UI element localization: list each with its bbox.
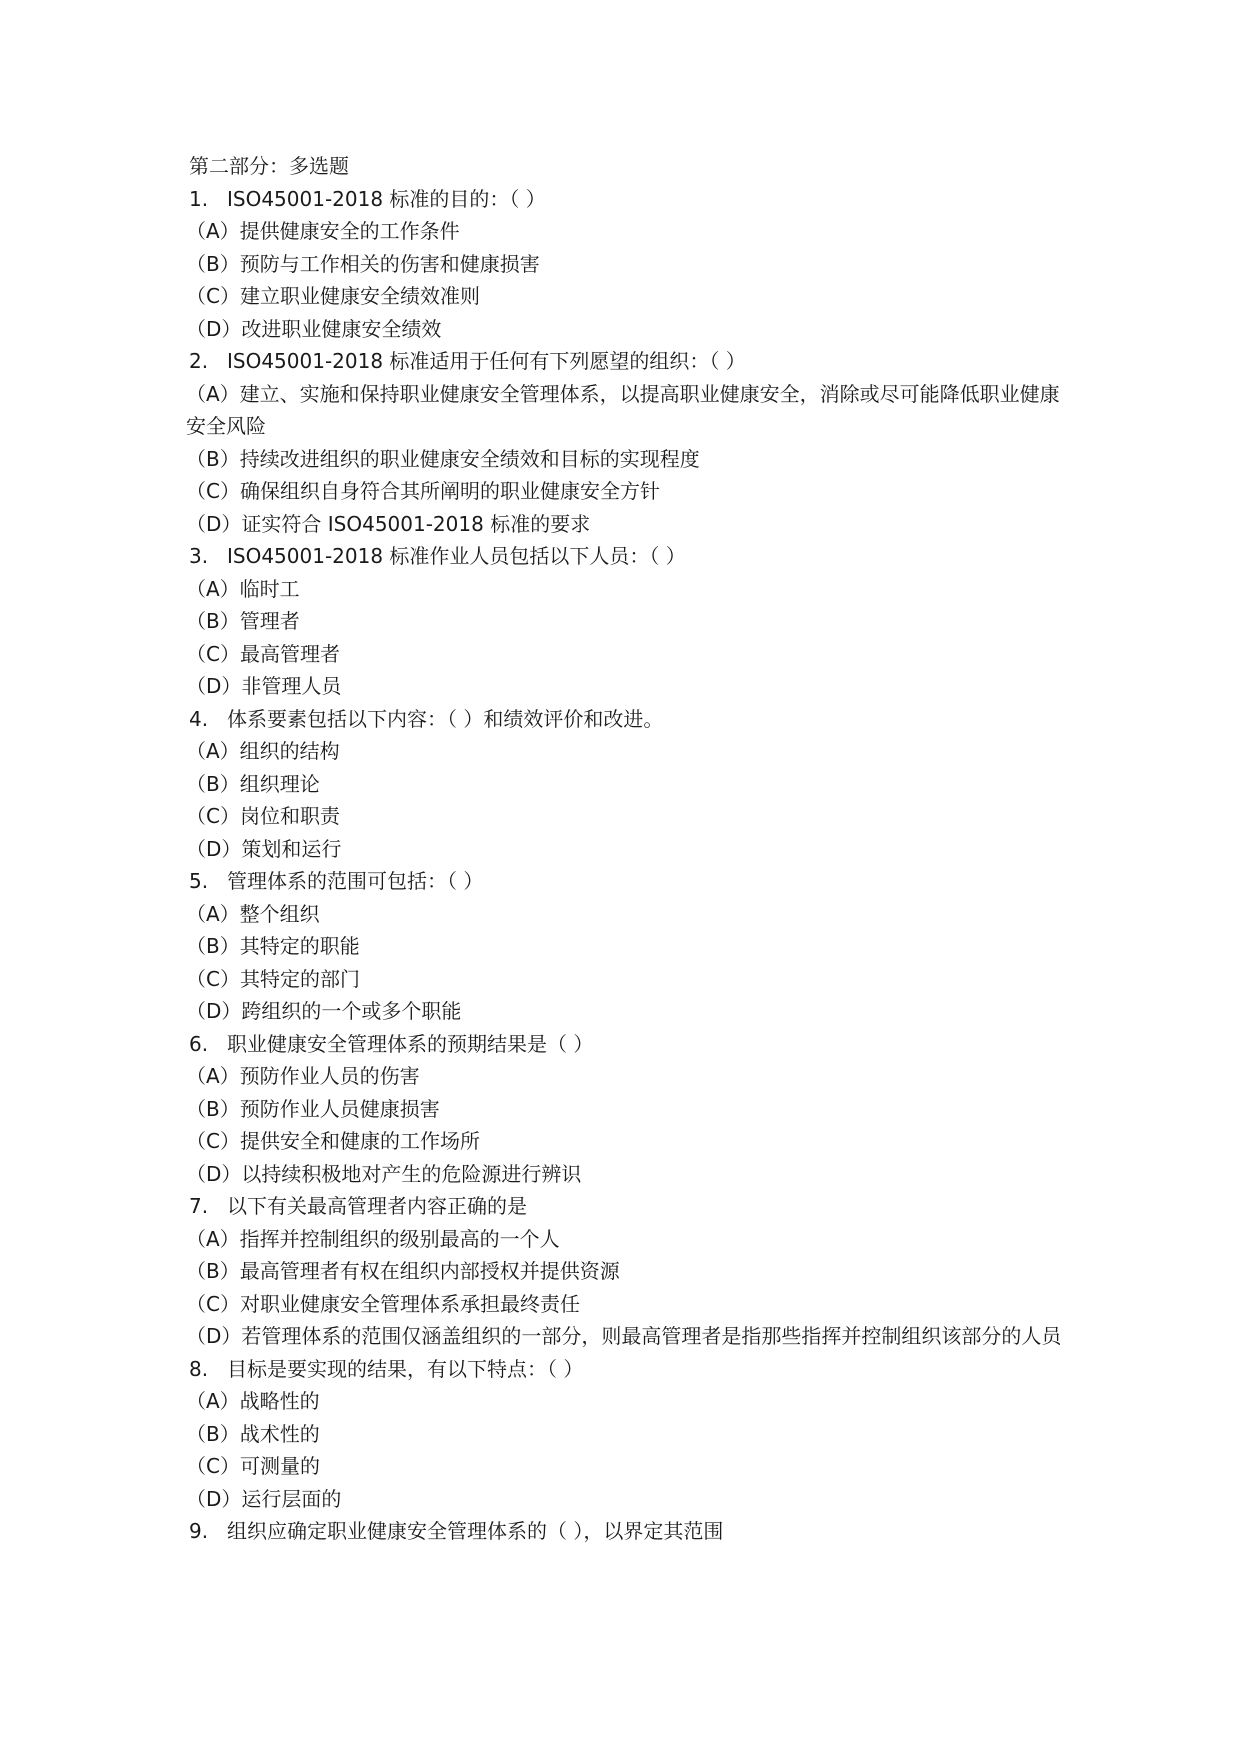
option-5b: （B）其特定的职能 [186,934,360,958]
option-2d: （D）证实符合 ISO45001-2018 标准的要求 [186,511,591,536]
question-text: 职业健康安全管理体系的预期结果是（ ） [227,1031,594,1056]
option-1d: （D）改进职业健康安全绩效 [186,316,442,341]
question-text: ISO45001-2018 标准作业人员包括以下人员：（ ） [227,544,686,568]
option-5c: （C）其特定的部门 [186,966,360,991]
question-9 [189,1515,1069,1548]
option-3d: （D）非管理人员 [186,674,342,698]
option-2a: （A）建立、实施和保持职业健康安全管理体系，以提高职业健康安全，消除或尽可能降低职业健康安全风险 [186,381,1060,438]
option-8d: （D）运行层面的 [186,1486,342,1511]
question-5 [189,865,1069,898]
option-7d: （D）若管理体系的范围仅涵盖组织的一部分，则最高管理者是指那些指挥并控制组织该部分的人员 [186,1324,1062,1348]
question-6 [189,1028,1069,1061]
option-1b: （B）预防与工作相关的伤害和健康损害 [186,251,540,276]
option-4c: （C）岗位和职责 [186,804,340,828]
question-8 [189,1353,1069,1386]
question-7 [189,1190,1069,1223]
question-text: 体系要素包括以下内容：（ ）和绩效评价和改进。 [227,706,664,731]
option-3b: （B）管理者 [186,609,300,633]
option-6d: （D）以持续积极地对产生的危险源进行辨识 [186,1161,582,1186]
option-3a: （A）临时工 [186,576,300,601]
question-number: 7. [189,1194,209,1218]
document-page [186,150,1069,1548]
question-4 [189,703,1069,736]
question-text: 目标是要实现的结果，有以下特点：（ ） [227,1356,584,1381]
question-number: 6. [189,1031,209,1056]
question-number: 3. [189,544,209,568]
question-text: ISO45001-2018 标准适用于任何有下列愿望的组织：（ ） [227,349,746,373]
option-5a: （A）整个组织 [186,901,320,926]
option-4a: （A）组织的结构 [186,739,340,763]
option-6c: （C）提供安全和健康的工作场所 [186,1129,480,1153]
option-6a: （A）预防作业人员的伤害 [186,1064,420,1088]
option-7c: （C）对职业健康安全管理体系承担最终责任 [186,1291,580,1316]
question-number: 8. [189,1356,209,1381]
question-1 [189,183,1069,216]
question-number: 4. [189,706,209,731]
section-title: 第二部分：多选题 [189,154,349,178]
question-text: ISO45001-2018 标准的目的：（ ） [227,186,546,211]
option-6b: （B）预防作业人员健康损害 [186,1096,440,1121]
option-1c: （C）建立职业健康安全绩效准则 [186,284,480,308]
question-number: 1. [189,186,209,211]
question-number: 5. [189,869,209,893]
option-4d: （D）策划和运行 [186,836,342,861]
question-text: 以下有关最高管理者内容正确的是 [227,1194,527,1218]
question-text: 管理体系的范围可包括：（ ） [227,869,484,893]
question-number: 2. [189,349,209,373]
option-7a: （A）指挥并控制组织的级别最高的一个人 [186,1226,560,1251]
option-8a: （A）战略性的 [186,1389,320,1413]
option-1a: （A）提供健康安全的工作条件 [186,219,460,243]
option-4b: （B）组织理论 [186,771,320,796]
option-8c: （C）可测量的 [186,1454,320,1478]
option-2b: （B）持续改进组织的职业健康安全绩效和目标的实现程度 [186,446,700,471]
question-2 [189,345,1069,378]
option-8b: （B）战术性的 [186,1421,320,1446]
option-5d: （D）跨组织的一个或多个职能 [186,999,462,1023]
option-7b: （B）最高管理者有权在组织内部授权并提供资源 [186,1259,620,1283]
option-3c: （C）最高管理者 [186,641,340,666]
option-2c: （C）确保组织自身符合其所阐明的职业健康安全方针 [186,479,660,503]
question-number: 9. [189,1519,209,1543]
question-3 [189,540,1069,573]
question-text: 组织应确定职业健康安全管理体系的（ ），以界定其范围 [227,1519,724,1543]
